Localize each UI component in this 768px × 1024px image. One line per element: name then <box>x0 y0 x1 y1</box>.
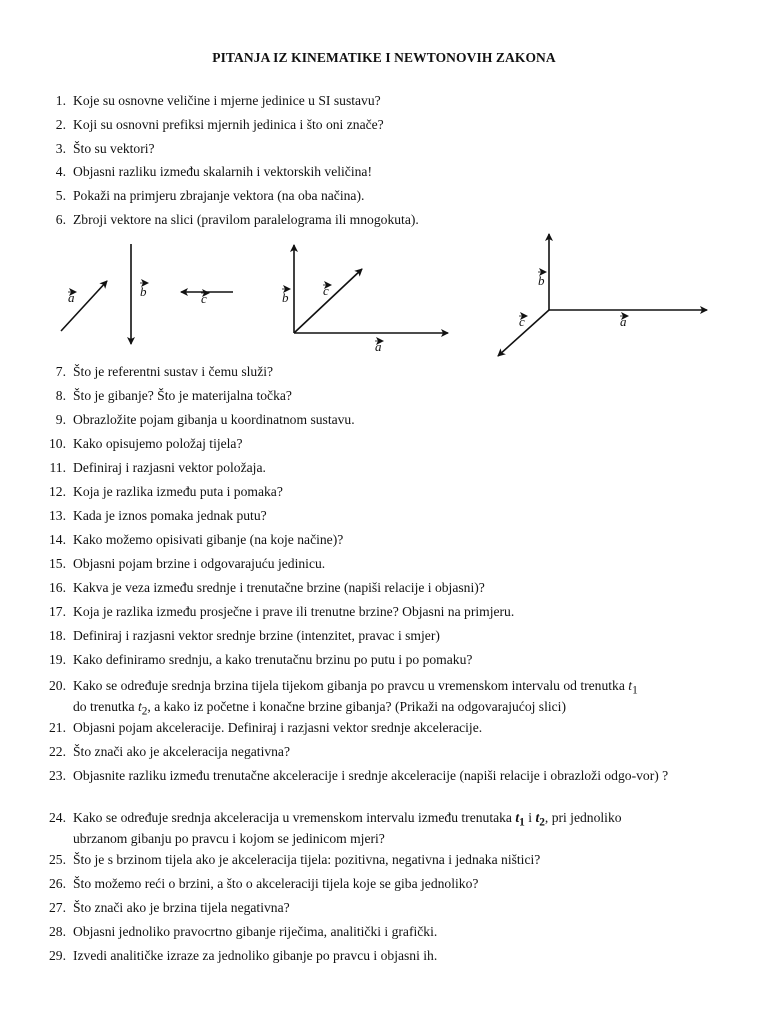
vector-b-label: b <box>538 273 545 288</box>
vector-c-label: c <box>323 283 329 298</box>
vector-c-label: c <box>519 314 525 329</box>
list-item: 23. Objasnite razliku između trenutačne akceleracije i srednje akceleracije (napiši relacije i obrazloži odgo-vor) ? <box>49 768 669 783</box>
figure-3-vectors <box>498 234 707 356</box>
vector-c-label: c <box>201 291 207 306</box>
vector-figures <box>0 225 768 365</box>
vector-a-label: a <box>375 339 382 354</box>
vector-a-label: a <box>68 290 75 305</box>
vector-c-arrow <box>294 269 362 333</box>
vector-b-label: b <box>140 284 147 299</box>
vector-b-label: b <box>282 290 289 305</box>
list-item: 24. Kako se određuje srednja akceleracija u vremenskom intervalu između trenutaka $t_1$ i $t_2$, pri jednoliko ubrzanom gibanju po pravcu i kojom se jedinicom mjeri? <box>49 810 622 847</box>
figure-2-vectors <box>282 245 448 354</box>
vector-a-label: a <box>620 314 627 329</box>
page-title: PITANJA IZ KINEMATIKE I NEWTONOVIH ZAKONA <box>212 50 556 65</box>
list-item: 20. Kako se određuje srednja brzina tijela tijekom gibanja po pravcu u vremenskom intervalu od trenutka $t_1$ do trenutka $t_2$, a kako iz početne i konačne brzine gibanja? (Prikaži na odgovarajućoj slici) <box>49 678 638 718</box>
figure-1-vectors <box>61 244 233 344</box>
vector-a-arrow <box>61 281 107 331</box>
